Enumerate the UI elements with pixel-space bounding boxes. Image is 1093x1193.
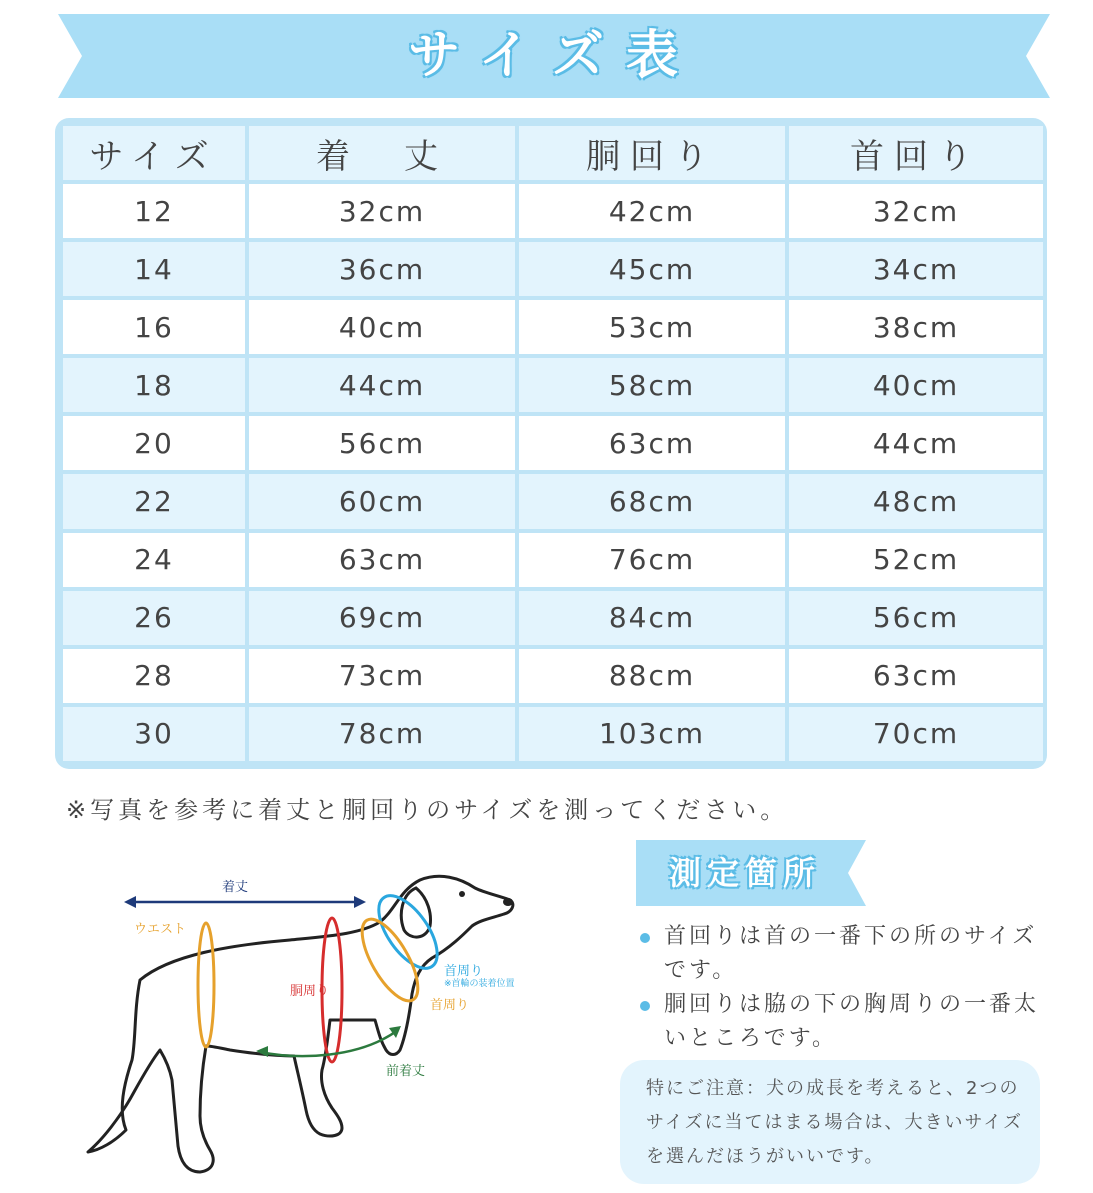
bullet-waist-text: 胴回りは脇の下の胸周りの一番太いところです。 [664,992,1040,1051]
table-row [63,533,1043,587]
dog-eye-icon [459,891,465,897]
table-row [63,591,1043,645]
table-row [63,649,1043,703]
cell-size: 24 [63,533,245,587]
bullet-neck [640,920,1040,988]
cell-neck: 34cm [789,242,1043,296]
cell-waist: 58cm [519,358,785,412]
caution-box [620,1060,1040,1184]
cell-size: 30 [63,707,245,761]
table-header-row [63,126,1043,180]
header-length: 着 丈 [249,126,515,180]
bullet-neck-text: 首回りは首の一番下の所のサイズです。 [664,924,1038,983]
header-neck: 首回り [789,126,1043,180]
cell-size: 16 [63,300,245,354]
page-title: サイズ表 [408,26,700,86]
bullet-dot-icon [640,933,650,943]
cell-neck: 56cm [789,591,1043,645]
cell-waist: 68cm [519,474,785,528]
caution-text: 特にご注意：犬の成長を考えると、2つのサイズに当てはまる場合は、大きいサイズを選んだほうがいいです。 [646,1078,1024,1167]
dog-diagram [80,860,540,1190]
cell-neck: 40cm [789,358,1043,412]
cell-size: 18 [63,358,245,412]
cell-waist: 63cm [519,416,785,470]
cell-waist: 88cm [519,649,785,703]
cell-neck: 70cm [789,707,1043,761]
table-row [63,416,1043,470]
cell-waist: 42cm [519,184,785,238]
cell-length: 32cm [249,184,515,238]
cell-waist: 84cm [519,591,785,645]
cell-length: 73cm [249,649,515,703]
cell-neck: 48cm [789,474,1043,528]
bullet-waist [640,988,1040,1056]
cell-size: 20 [63,416,245,470]
size-table [59,122,1047,765]
cell-length: 78cm [249,707,515,761]
label-waist: ウエスト [134,922,187,937]
table-row [63,358,1043,412]
cell-length: 63cm [249,533,515,587]
header-waist: 胴回り [519,126,785,180]
table-row [63,474,1043,528]
measurement-heading-text: 測定箇所 [668,854,821,892]
bullet-dot-icon [640,1001,650,1011]
cell-size: 28 [63,649,245,703]
cell-waist: 45cm [519,242,785,296]
dog-nose-icon [503,898,513,906]
cell-neck: 52cm [789,533,1043,587]
label-neck-collar: 首周り [444,964,484,979]
cell-neck: 38cm [789,300,1043,354]
header-size: サイズ [63,126,245,180]
cell-length: 60cm [249,474,515,528]
cell-neck: 32cm [789,184,1043,238]
label-chest: 胴周り [290,984,330,999]
label-collar-note: ※首輪の装着位置 [444,979,515,989]
cell-size: 14 [63,242,245,296]
cell-size: 22 [63,474,245,528]
cell-size: 26 [63,591,245,645]
cell-neck: 63cm [789,649,1043,703]
label-length: 着丈 [222,880,249,895]
cell-waist: 103cm [519,707,785,761]
cell-size: 12 [63,184,245,238]
label-front-length: 前着丈 [386,1064,426,1079]
dog-ear-icon [401,888,430,937]
table-row [63,707,1043,761]
label-neck: 首周り [430,998,470,1013]
cell-length: 44cm [249,358,515,412]
cell-waist: 53cm [519,300,785,354]
cell-neck: 44cm [789,416,1043,470]
table-row [63,184,1043,238]
table-row [63,242,1043,296]
cell-length: 40cm [249,300,515,354]
cell-length: 56cm [249,416,515,470]
measurement-heading [636,840,866,906]
title-banner [58,14,1050,98]
table-row [63,300,1043,354]
cell-waist: 76cm [519,533,785,587]
cell-length: 69cm [249,591,515,645]
size-table-container [55,118,1047,769]
measurement-note: ※写真を参考に着丈と胴回りのサイズを測ってください。 [66,796,789,824]
cell-length: 36cm [249,242,515,296]
